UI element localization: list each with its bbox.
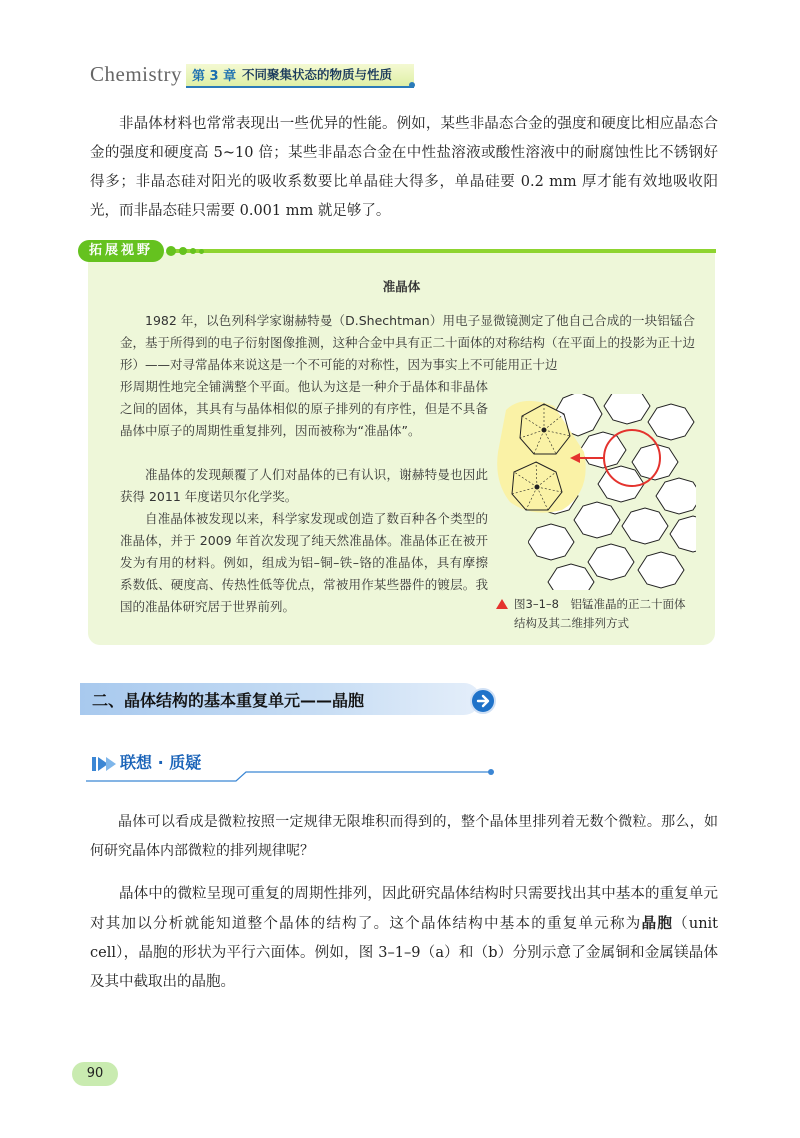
extension-tag-label: 拓展视野 [88, 243, 153, 258]
extension-top-rule [170, 249, 716, 253]
unit-cell-text-before: 晶体中的微粒呈现可重复的周期性排列，因此研究晶体结构时只需要找出其中基本的重复单元对其加以分析就能知道整个晶体的结构了。这个晶体结构中基本的重复单元称为 [90, 886, 718, 932]
tag-dot-ornament [190, 248, 196, 254]
body-paragraph-amorphous: 非晶体材料也常常表现出一些优异的性能。例如，某些非晶态合金的强度和硬度比相应晶态合金的强度和硬度高 5~10 倍；某些非晶态合金在中性盐溶液或酸性溶液中的耐腐蚀性比不锈钢好得多；非晶态硅对阳光的吸收系数要比单晶硅大得多，单晶硅要 0.2 mm 厚才能有效地吸收阳光，而非晶态硅只需要 0.001 mm 就足够了。 [90, 116, 718, 219]
figure-caption-line1: 图3–1–8 铝锰准晶的正二十面体 [514, 597, 686, 611]
tag-dot-ornament [199, 249, 204, 254]
figure-caption-line2: 结构及其二维排列方式 [514, 616, 629, 630]
body-paragraph-unit-cell [90, 880, 718, 997]
page-number: 90 [72, 1062, 118, 1086]
extension-tag [78, 240, 164, 262]
section-title: 二、晶体结构的基本重复单元——晶胞 [92, 691, 365, 710]
think-question: 晶体可以看成是微粒按照一定规律无限堆积而得到的，整个晶体里排列着无数个微粒。那么，如何研究晶体内部微粒的排列规律呢？ [90, 814, 718, 859]
extension-title: 准晶体 [382, 279, 421, 294]
extension-paragraph-4: 自准晶体被发现以来，科学家发现或创造了数百种各个类型的准晶体，并于 2009 年首次发现了纯天然准晶体。准晶体正在被开发为有用的材料。例如，组成为铝–铜–铁–铬的准晶体，具有摩擦系数低、硬度高、传热性低等优点，常被用作某些器件的镀层。我国的准晶体研究居于世界前列。 [120, 511, 488, 614]
chapter-title: 不同聚集状态的物质与性质 [242, 67, 393, 82]
running-header-chapter [186, 64, 414, 88]
tag-dot-ornament [166, 246, 176, 256]
tag-dot-ornament [179, 247, 187, 255]
triangle-marker-icon [496, 599, 508, 609]
running-header-subject: Chemistry [90, 62, 182, 86]
extension-paragraph-3: 准晶体的发现颠覆了人们对晶体的已有认识，谢赫特曼也因此获得 2011 年度诺贝尔化学奖。 [120, 467, 488, 504]
chapter-number: 第 3 章 [192, 69, 237, 84]
unit-cell-term: 晶胞 [641, 915, 674, 932]
arrow-right-icon [470, 688, 496, 714]
unit-cell-text-after: （unit cell），晶胞的形状为平行六面体。例如，图 3–1–9（a）和（b）分别示意了金属铜和金属镁晶体及其中截取出的晶胞。 [90, 916, 719, 990]
header-dot-ornament [409, 82, 415, 88]
quasicrystal-illustration [492, 392, 698, 592]
play-forward-icon [92, 755, 118, 773]
figure-caption [496, 595, 706, 633]
think-title: 联想 · 质疑 [120, 753, 202, 772]
quasicrystal-figure [492, 392, 698, 592]
extension-paragraph-1: 1982 年，以色列科学家谢赫特曼（D.Shechtman）用电子显微镜测定了他自己合成的一块铝锰合金，基于所得到的电子衍射图像推测，这种合金中具有正二十面体的对称结构（在平面上的投影为正十边形）——对寻常晶体来说这是一个不可能的对称性，因为事实上不可能用正十边 [120, 313, 696, 372]
extension-paragraph-2: 形周期性地完全铺满整个平面。他认为这是一种介于晶体和非晶体之间的固体，其具有与晶体相似的原子排列的有序性，但是不具备晶体中原子的周期性重复排列，因而被称为“准晶体”。 [120, 379, 488, 438]
